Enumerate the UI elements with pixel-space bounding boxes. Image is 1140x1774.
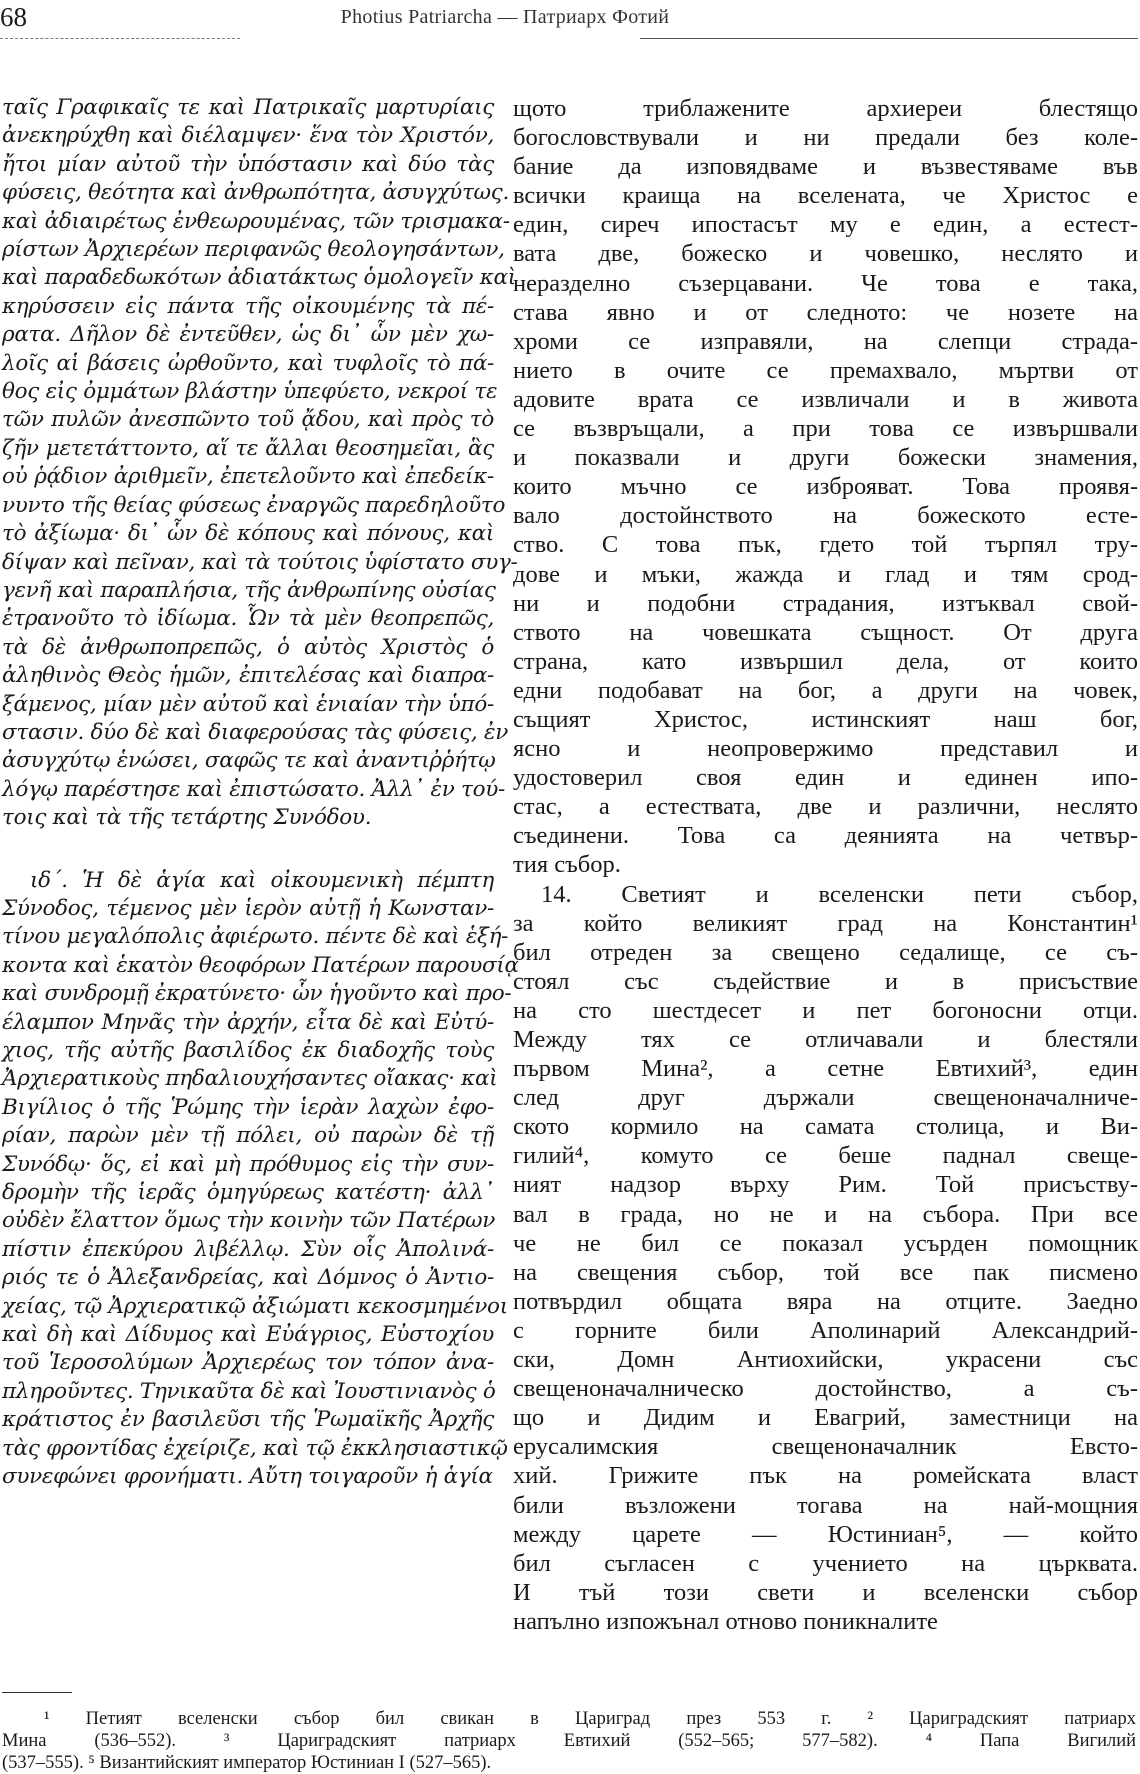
- text-line: τὰς φροντίδας ἐχείριζε, καὶ τῷ ἐκκλησιαστικῷ: [2, 1435, 508, 1461]
- page-number: 68: [0, 2, 27, 32]
- footnote-line: ¹ Петият вселенски събор бил свикан в Цариград през 553 г. ² Цариградският патриарх: [44, 1709, 1136, 1729]
- text-line: τὸ ἀξίωμα· δι᾽ ὧν δὲ κόπους καὶ πόνους, καὶ: [2, 521, 494, 547]
- text-line: стас, а естествата, две и различни, неслято: [513, 793, 1138, 821]
- text-line: ясно и неопровержимо представил и: [513, 735, 1138, 763]
- greek-column: [2, 94, 519, 1492]
- text-line: напълно изпожънал отново поникналите: [513, 1607, 938, 1635]
- text-line: τῶν πυλῶν ἀνεσπῶντο τοῦ ᾄδου, καὶ πρὸς τὸ: [2, 407, 494, 433]
- header-rule: [0, 38, 240, 39]
- text-line: вал в града, но не и на събора. При все: [513, 1200, 1138, 1228]
- text-line: θος εἰς ὀμμάτων βλάστην ὑπεφύετο, νεκροί τε: [2, 379, 498, 405]
- text-line: ζῆν μετετάττοντο, αἵ τε ἄλλαι θεοσημεῖαι, ἃς: [2, 435, 494, 461]
- text-line: ἀληθινὸς Θεὸς ἡμῶν, ἐπιτελέσας καὶ διαπρα-: [2, 663, 494, 689]
- header-rule: [640, 38, 1138, 39]
- text-line: Συνόδῳ· ὅς, εἰ καὶ μὴ πρόθυμος εἰς τὴν συν-: [2, 1151, 494, 1177]
- text-line: един, сиреч ипостасът му е един, а естест-: [513, 211, 1138, 239]
- text-line: страна, като извършил дела, от които: [513, 647, 1138, 675]
- text-line: πληροῦντες. Τηνικαῦτα δὲ καὶ Ἰουστινιανὸς ὁ: [2, 1378, 496, 1404]
- text-line: бил отреден за свещено седалище, се съ-: [513, 938, 1138, 966]
- text-line: ρίαν, παρὼν μὲν τῇ πόλει, οὐ παρὼν δὲ τῇ: [2, 1123, 494, 1149]
- text-line: δρομὴν τῆς ἱερᾶς ὁμηγύρεως κατέστη· ἀλλ᾽: [2, 1180, 494, 1206]
- text-line: συνεφώνει φρονήματι. Αὔτη τοιγαροῦν ἡ ἁγία: [2, 1464, 493, 1490]
- text-line: че не бил се показал усърден помощник: [513, 1229, 1138, 1257]
- text-line: ταῖς Γραφικαῖς τε καὶ Πατρικαῖς μαρτυρίαις: [2, 95, 494, 120]
- text-line: καὶ ἀδιαιρέτως ἐνθεωρουμένας, τῶν τρισμακα-: [2, 208, 510, 234]
- text-line: ски, Домн Антиохийски, украсени със: [513, 1346, 1138, 1374]
- text-line: ἤτοι μίαν αὐτοῦ τὴν ὑπόστασιν καὶ δύο τὰς: [2, 151, 494, 177]
- text-line: адовите врата се извличали и в живота: [513, 385, 1138, 413]
- text-line: вало достойнството на божеското есте-: [513, 502, 1138, 530]
- text-line: καὶ δὴ καὶ Δίδυμος καὶ Εὐάγριος, Εὐστοχίου: [2, 1322, 494, 1348]
- text-line: що и Дидим и Евагрий, заместници на: [513, 1404, 1138, 1432]
- text-line: първом Мина², а сетне Евтихий³, един: [513, 1055, 1138, 1083]
- text-line: Σύνοδος, τέμενος μὲν ἱερὸν αὐτῇ ἡ Κωνσταν-: [2, 895, 494, 921]
- text-line: γενῆ καὶ παραπλήσια, τῆς ἀνθρωπίνης οὐσίας: [2, 577, 496, 603]
- text-line: νυντο τῆς θείας φύσεως ἐναργῶς παρεδηλοῦτο: [2, 492, 506, 518]
- text-line: вата две, божеско и човешко, неслято и: [513, 240, 1138, 268]
- footnote-line: (537–555). ⁵ Византийският император Юстиниан I (527–565).: [2, 1753, 492, 1773]
- text-line: ρατα. Δῆλον δὲ ἐντεῦθεν, ὡς δι᾽ ὧν μὲν χω-: [2, 322, 494, 348]
- text-line: λόγῳ παρέστησε καὶ ἐπιστώσατο. Ἀλλ᾽ ἐν τού-: [2, 776, 505, 802]
- text-line: τοις καὶ τὰ τῆς τετάρτης Συνόδου.: [2, 805, 372, 831]
- footnotes: [2, 1708, 1136, 1774]
- text-line: οὐδὲν ἔλαττον ὅμως τὴν κοινὴν τῶν Πατέρων: [2, 1208, 496, 1234]
- text-line: Ἀρχιερατικοὺς πηδαλιουχήσαντες οἴακας· καὶ: [2, 1066, 498, 1092]
- text-line: били възложени тогава на най-мощния: [513, 1491, 1138, 1519]
- text-line: οὐ ῥᾴδιον ἀριθμεῖν, ἐπετελοῦντο καὶ ἐπεδείκ-: [2, 464, 494, 490]
- text-line: φύσεις, θεότητα καὶ ἀνθρωπότητα, ἀσυγχύτως.: [2, 180, 510, 206]
- text-line: ният надзор върху Рим. Той присъству-: [513, 1171, 1138, 1199]
- text-line: τὰ δὲ ἀνθρωποπρεπῶς, ὁ αὐτὸς Χριστὸς ὁ: [2, 634, 494, 660]
- text-line: щото триблажените архиереи блестящо: [513, 95, 1138, 122]
- text-line: хроми се изправяли, на слепци страда-: [513, 327, 1138, 355]
- text-line: удостоверил своя един и единен ипо-: [513, 764, 1138, 792]
- bulgarian-column: [513, 94, 1138, 1636]
- text-line: хий. Грижите пък на ромейската власт: [513, 1462, 1138, 1490]
- bulgarian-paragraph: [513, 880, 1138, 1636]
- text-line: свещеноначалническо достойнство, а съ-: [513, 1375, 1138, 1403]
- text-line: ἐτρανοῦτο τὸ ἰδίωμα. Ὧν τὰ μὲν θεοπρεπῶς,: [2, 606, 494, 632]
- text-line: Βιγίλιος ὁ τῆς Ῥώμης τὴν ἱερὰν λαχὼν ἐφο-: [2, 1094, 494, 1120]
- text-line: ριός τε ὁ Ἀλεξανδρείας, καὶ Δόμνος ὁ Ἀντιο-: [2, 1265, 494, 1291]
- text-line: едни подобават на бог, а други на човек,: [513, 676, 1138, 704]
- text-line: λοῖς αἱ βάσεις ὠρθοῦντο, καὶ τυφλοῖς τὸ πά-: [2, 350, 494, 376]
- footnote-rule: [2, 1692, 72, 1693]
- text-line: с горните били Аполинарий Александрий-: [513, 1316, 1138, 1344]
- text-line: ἀνεκηρύχθη καὶ διέλαμψεν· ἕνα τὸν Χριστόν,: [2, 123, 494, 149]
- text-line: богословствували и ни предали без коле-: [513, 124, 1138, 152]
- text-line: за който великият град на Константин¹: [513, 909, 1138, 937]
- text-line: неразделно съзерцавани. Че това е така,: [513, 269, 1138, 297]
- text-line: χιος, τῆς αὐτῆς βασιλίδος ἐκ διαδοχῆς τοὺς: [2, 1038, 494, 1063]
- text-line: ство. С това пък, гдето той търпял тру-: [513, 531, 1138, 559]
- text-line: πίστιν ἐπεκύρου λιβέλλῳ. Σὺν οἷς Ἀπολινά-: [2, 1236, 494, 1262]
- text-line: 14. Светият и вселенски пети събор,: [541, 880, 1138, 908]
- text-line: ни и подобни страдания, изтъквал свой-: [513, 589, 1138, 617]
- text-line: έλαμπον Μηνᾶς τὴν ἀρχήν, εἶτα δὲ καὶ Εὐτύ-: [2, 1009, 494, 1035]
- text-line: нието в очите се премахвало, мъртви от: [513, 356, 1138, 384]
- bulgarian-paragraph: [513, 94, 1138, 880]
- text-line: дове и мъки, жажда и глад и тям срод-: [513, 560, 1138, 588]
- text-line: става явно и от следното: че нозете на: [513, 298, 1138, 326]
- text-line: на сто шестдесет и пет богоносни отци.: [513, 996, 1138, 1024]
- text-line: след друг държали свещеноначалниче-: [513, 1084, 1138, 1112]
- footnote-line: Мина (536–552). ³ Цариградският патриарх Евтихий (552–565; 577–582). ⁴ Папа Вигилий: [2, 1731, 1136, 1751]
- text-line: между царете — Юстиниан⁵, — който: [513, 1520, 1138, 1548]
- text-line: тия събор.: [513, 851, 621, 879]
- text-line: τίνου μεγαλόπολις ἀφιέρωτο. πέντε δὲ καὶ ἑξή-: [2, 924, 509, 950]
- text-line: κηρύσσειν εἰς πάντα τῆς οἰκουμένης τὰ πέ-: [2, 293, 494, 319]
- text-line: и показвали и други божески знамения,: [513, 444, 1138, 472]
- text-line: бил съгласен с учението на църквата.: [513, 1549, 1138, 1577]
- text-line: χείας, τῷ Ἀρχιερατικῷ ἀξιώματι κεκοσμημένοι: [2, 1293, 508, 1319]
- text-line: ἀσυγχύτῳ ἑνώσει, σαφῶς τε καὶ ἀναντιῤῥήτῳ: [2, 748, 496, 774]
- text-line: καὶ συνδρομῇ ἐκρατύνετο· ὧν ἡγοῦντο καὶ προ-: [2, 981, 512, 1007]
- text-line: стоял със съдействие и в присъствие: [513, 967, 1138, 995]
- text-line: κράτιστος ἐν βασιλεῦσι τῆς Ῥωμαϊκῆς Ἀρχῆς: [2, 1407, 494, 1433]
- greek-paragraph: [2, 94, 518, 833]
- text-line: ρίστων Ἀρχιερέων περιφανῶς θεολογησάντων,: [2, 237, 505, 263]
- running-title: Photius Patriarcha — Патриарх Фотий: [340, 6, 670, 28]
- text-line: στασιν. δύο δὲ καὶ διαφερούσας τὰς φύσεις, ἐν: [2, 719, 509, 745]
- text-line: на свещения събор, той все пак писмено: [513, 1258, 1138, 1286]
- text-line: κοντα καὶ ἑκατὸν θεοφόρων Πατέρων παρουσίᾳ: [2, 952, 519, 978]
- text-line: съединени. Това са деянията на четвър-: [513, 822, 1138, 850]
- text-line: се възвръщали, а при това се извършвали: [513, 415, 1138, 443]
- text-line: ξάμενος, μίαν μὲν αὐτοῦ καὶ ἑνιαίαν τὴν ὑπό-: [2, 691, 494, 717]
- text-line: потвърдил общата вяра на отците. Заедно: [513, 1287, 1138, 1315]
- text-line: ерусалимския свещеноначалник Евсто-: [513, 1433, 1138, 1461]
- greek-paragraph: [2, 867, 519, 1492]
- text-line: ството на човешката същност. От друга: [513, 618, 1138, 646]
- text-line: Между тях се отличавали и блестяли: [513, 1026, 1138, 1053]
- text-line: καὶ παραδεδωκότων ἀδιατάκτως ὁμολογεῖν καὶ: [2, 265, 516, 291]
- text-line: бание да изповядваме и възвестяваме във: [513, 153, 1138, 181]
- text-line: τοῦ Ἱεροσολύμων Ἀρχιερέως τον τόπον ἀνα-: [2, 1350, 494, 1376]
- text-line: същият Христос, истинският наш бог,: [513, 705, 1138, 733]
- text-line: ιδ΄. Ἡ δὲ ἁγία καὶ οἰκουμενικὴ πέμπτη: [30, 867, 494, 893]
- text-line: всички краища на вселената, че Христос е: [513, 182, 1138, 210]
- text-line: И тъй този свети и вселенски събор: [513, 1578, 1138, 1606]
- text-line: които мъчно се изброяват. Това проявя-: [513, 473, 1138, 501]
- text-line: ското кормило на самата столица, и Ви-: [513, 1113, 1138, 1141]
- text-line: гилий⁴, комуто се беше паднал свеще-: [513, 1142, 1138, 1170]
- text-line: δίψαν καὶ πεῖναν, καὶ τὰ τούτοις ὑφίστατο συγ-: [2, 549, 518, 575]
